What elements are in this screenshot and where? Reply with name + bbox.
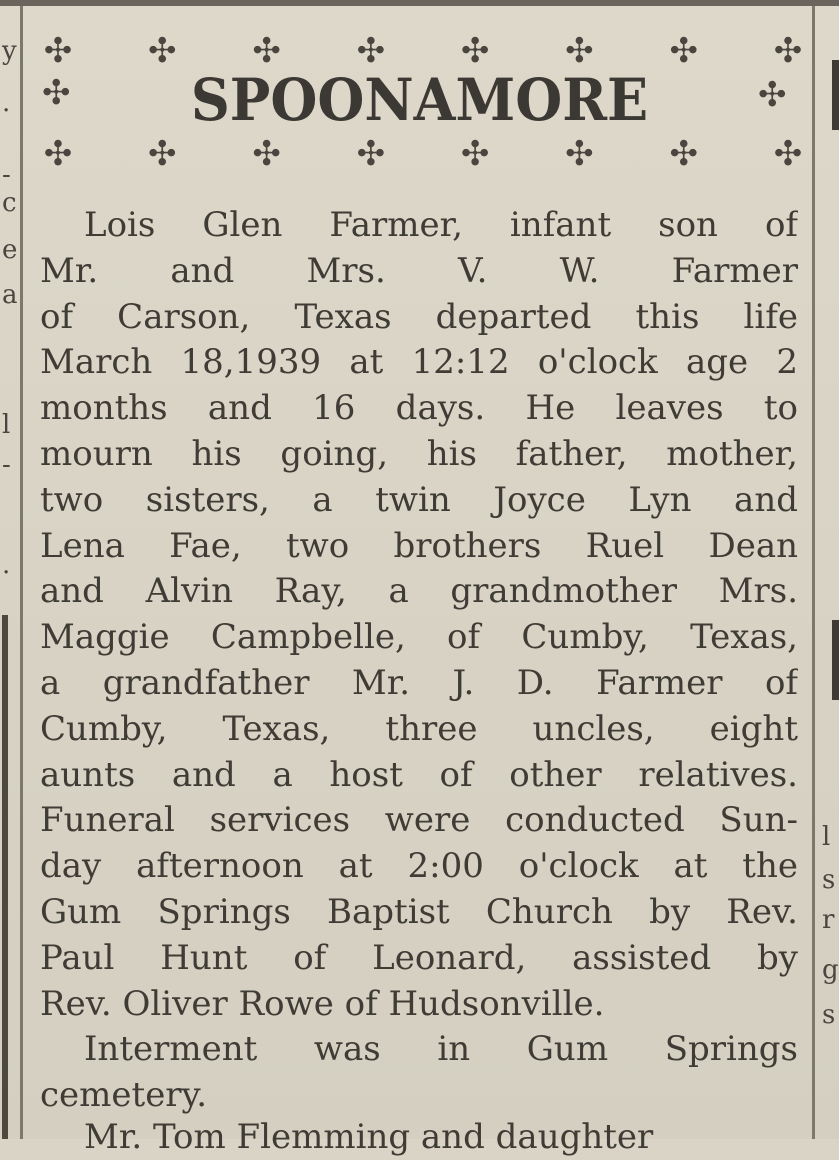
ornament-icon: ✣ [252,134,281,174]
ornament-icon: ✣ [356,31,386,71]
text-line: Mr. and Mrs. V. W. Farmer [40,250,798,291]
ornament-icon: ✣ [148,134,177,174]
column-rule-right [812,6,815,1139]
text-line: Maggie Campbelle, of Cumby, Texas, [40,617,798,658]
ornament-icon: ✣ [43,31,73,71]
text-line: and Alvin Ray, a grandmother Mrs. [40,571,798,612]
fragment: - [2,160,11,190]
ornament-icon: ✣ [773,31,803,71]
column-rule-left [20,6,23,1139]
fragment: l [822,822,831,852]
ornament-icon: ✣ [669,31,698,71]
text-line: March 18,1939 at 12:12 o'clock age 2 [40,342,798,383]
fragment: l [2,410,11,440]
text-line: mourn his going, his father, mother, [40,433,798,474]
fragment: - [2,450,11,480]
fragment: r [822,905,835,935]
text-line: two sisters, a twin Joyce Lyn and [40,479,798,520]
next-paragraph-cut-off: Mr. Tom Flemming and daughter [84,1117,654,1157]
right-column-bar [832,60,839,130]
headline: SPOONAMORE [190,66,649,134]
fragment: . [2,550,11,580]
text-line: cemetery. [40,1075,208,1116]
fragment: g [822,955,839,985]
ornament-icon: ✣ [42,73,71,113]
obituary-body [40,203,798,1119]
text-line: Paul Hunt of Leonard, assisted by [40,937,798,978]
ornament-icon: ✣ [252,31,281,71]
text-line: Cumby, Texas, three uncles, eight [40,708,798,749]
fragment: e [2,235,18,265]
ornament-row-bottom [38,134,808,174]
text-line: aunts and a host of other relatives. [40,754,798,795]
ornament-icon: ✣ [356,134,386,174]
text-line: a grandfather Mr. J. D. Farmer of [40,662,798,703]
left-column-bar [2,615,8,1139]
ornament-icon: ✣ [669,134,698,174]
fragment: a [2,280,18,310]
ornament-icon: ✣ [460,134,490,174]
ornament-icon: ✣ [43,134,73,174]
fragment: s [822,1000,836,1030]
text-line: Lois Glen Farmer, infant son of [84,205,798,245]
text-line: Lena Fae, two brothers Ruel Dean [40,525,798,566]
ornament-icon: ✣ [758,75,787,115]
ornament-icon: ✣ [565,134,594,174]
ornament-icon: ✣ [148,31,177,71]
text-line: day afternoon at 2:00 o'clock at the [40,846,798,887]
text-line: Rev. Oliver Rowe of Hudsonville. [40,983,605,1024]
ornament-icon: ✣ [773,134,803,174]
ornament-icon: ✣ [565,31,594,71]
fragment: . [2,88,11,118]
top-rule [0,0,839,6]
text-line: Gum Springs Baptist Church by Rev. [40,891,798,932]
fragment: s [822,865,836,895]
right-column-bar [832,620,839,700]
text-line: Interment was in Gum Springs [84,1029,798,1070]
ornament-icon: ✣ [460,31,490,71]
fragment: y [2,36,17,66]
text-line: of Carson, Texas departed this life [40,296,798,337]
text-line: Funeral services were conducted Sun- [40,800,798,841]
fragment: c [2,188,17,218]
ornament-row-top [38,31,808,71]
text-line: months and 16 days. He leaves to [40,388,798,429]
